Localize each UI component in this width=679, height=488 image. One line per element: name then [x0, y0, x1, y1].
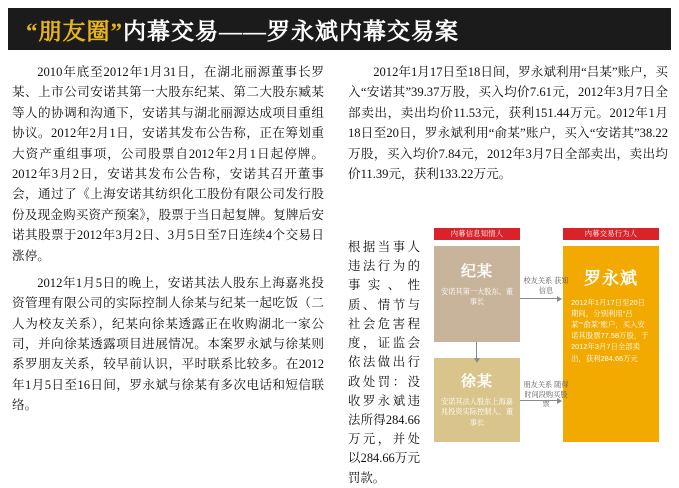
node-luo-desc: 2012年1月17日至20日期间，分别利用“吕某”“俞某”账户，买入安诺其股票77.58万股，于2012年3月7日全部卖出，获利284.66万元	[571, 298, 649, 363]
node-ji	[434, 246, 520, 342]
tag-info-holder: 内幕信息知情人	[434, 228, 520, 240]
penalty-text: 根据当事人违法行为的事实、性质、情节与社会危害程度，证监会依法做出行政处罚：没收罗永斌违法所得284.66万元，并处以284.66万元罚款。	[348, 240, 420, 485]
tag-actor: 内幕交易行为人	[563, 228, 659, 240]
arrow-ji-to-xu	[476, 342, 477, 358]
node-xu-desc: 安诺其法人股东上海嘉兆投资实际控制人、董事长	[441, 397, 513, 427]
node-luo	[563, 246, 659, 442]
page-title-quote: “朋友圈”	[26, 18, 123, 44]
node-ji-desc: 安诺其第一大股东、董事长	[441, 287, 513, 307]
left-column	[12, 62, 324, 423]
node-ji-name: 纪某	[460, 264, 493, 280]
arrow-xu-to-luo	[520, 400, 561, 401]
node-luo-name: 罗永斌	[584, 269, 638, 288]
page-title-rest: 内幕交易——罗永斌内幕交易案	[123, 18, 459, 44]
node-xu-name: 徐某	[460, 374, 493, 390]
paragraph: 2012年1月17日至18日间，罗永斌利用“吕某”账户，买入“安诺其”39.37万股，买入均价7.61元，2012年3月7日全部卖出，卖出均价11.53元，获利151.44万元。2012年1月18日至20日，罗永斌利用“俞某”账户，买入“安诺其”38.22万股，买入均价7.84元，2012年3月7日全部卖出，卖出均价11.39元，获利133.22万元。	[348, 65, 668, 181]
page-title	[26, 13, 459, 46]
title-bar	[8, 8, 671, 50]
relation-label-top: 校友关系 获知信息	[523, 276, 569, 295]
right-column	[348, 62, 668, 191]
paragraph: 2010年底至2012年1月31日，在湖北丽源董事长罗某、上市公司安诺其第一大股东纪某、第二大股东臧某等人的协调和沟通下，安诺其与湖北丽源达成项目重组协议。2012年2月1日，安诺其发布公告称，正在筹划重大资产重组事项，公司股票自2012年2月1日起停牌。2012年3月2日，安诺其发布公告称，安诺其召开董事会，通过了《上海安诺其纺织化工股份有限公司发行股份及现金购买资产预案》，股票于当日起复牌。复牌后安诺其股票于2012年3月2日、3月5日至7日连续4个交易日涨停。	[12, 65, 324, 263]
node-xu	[434, 358, 520, 442]
arrow-ji-to-luo	[520, 298, 561, 299]
relation-label-bottom: 朋友关系 随得时间段购买股票	[523, 380, 569, 409]
relationship-diagram	[348, 228, 670, 485]
paragraph: 2012年1月5日的晚上，安诺其法人股东上海嘉兆投资管理有限公司的实际控制人徐某与纪某一起吃饭（二人为校友关系），纪某向徐某透露正在收购湖北一家公司，并向徐某透露项目进展情况。本案罗永斌与徐某则系罗朋友关系，较早前认识，平时联系比较多。在2012年1月5日至16日间，罗永斌与徐某有多次电话和短信联络。	[12, 275, 324, 413]
